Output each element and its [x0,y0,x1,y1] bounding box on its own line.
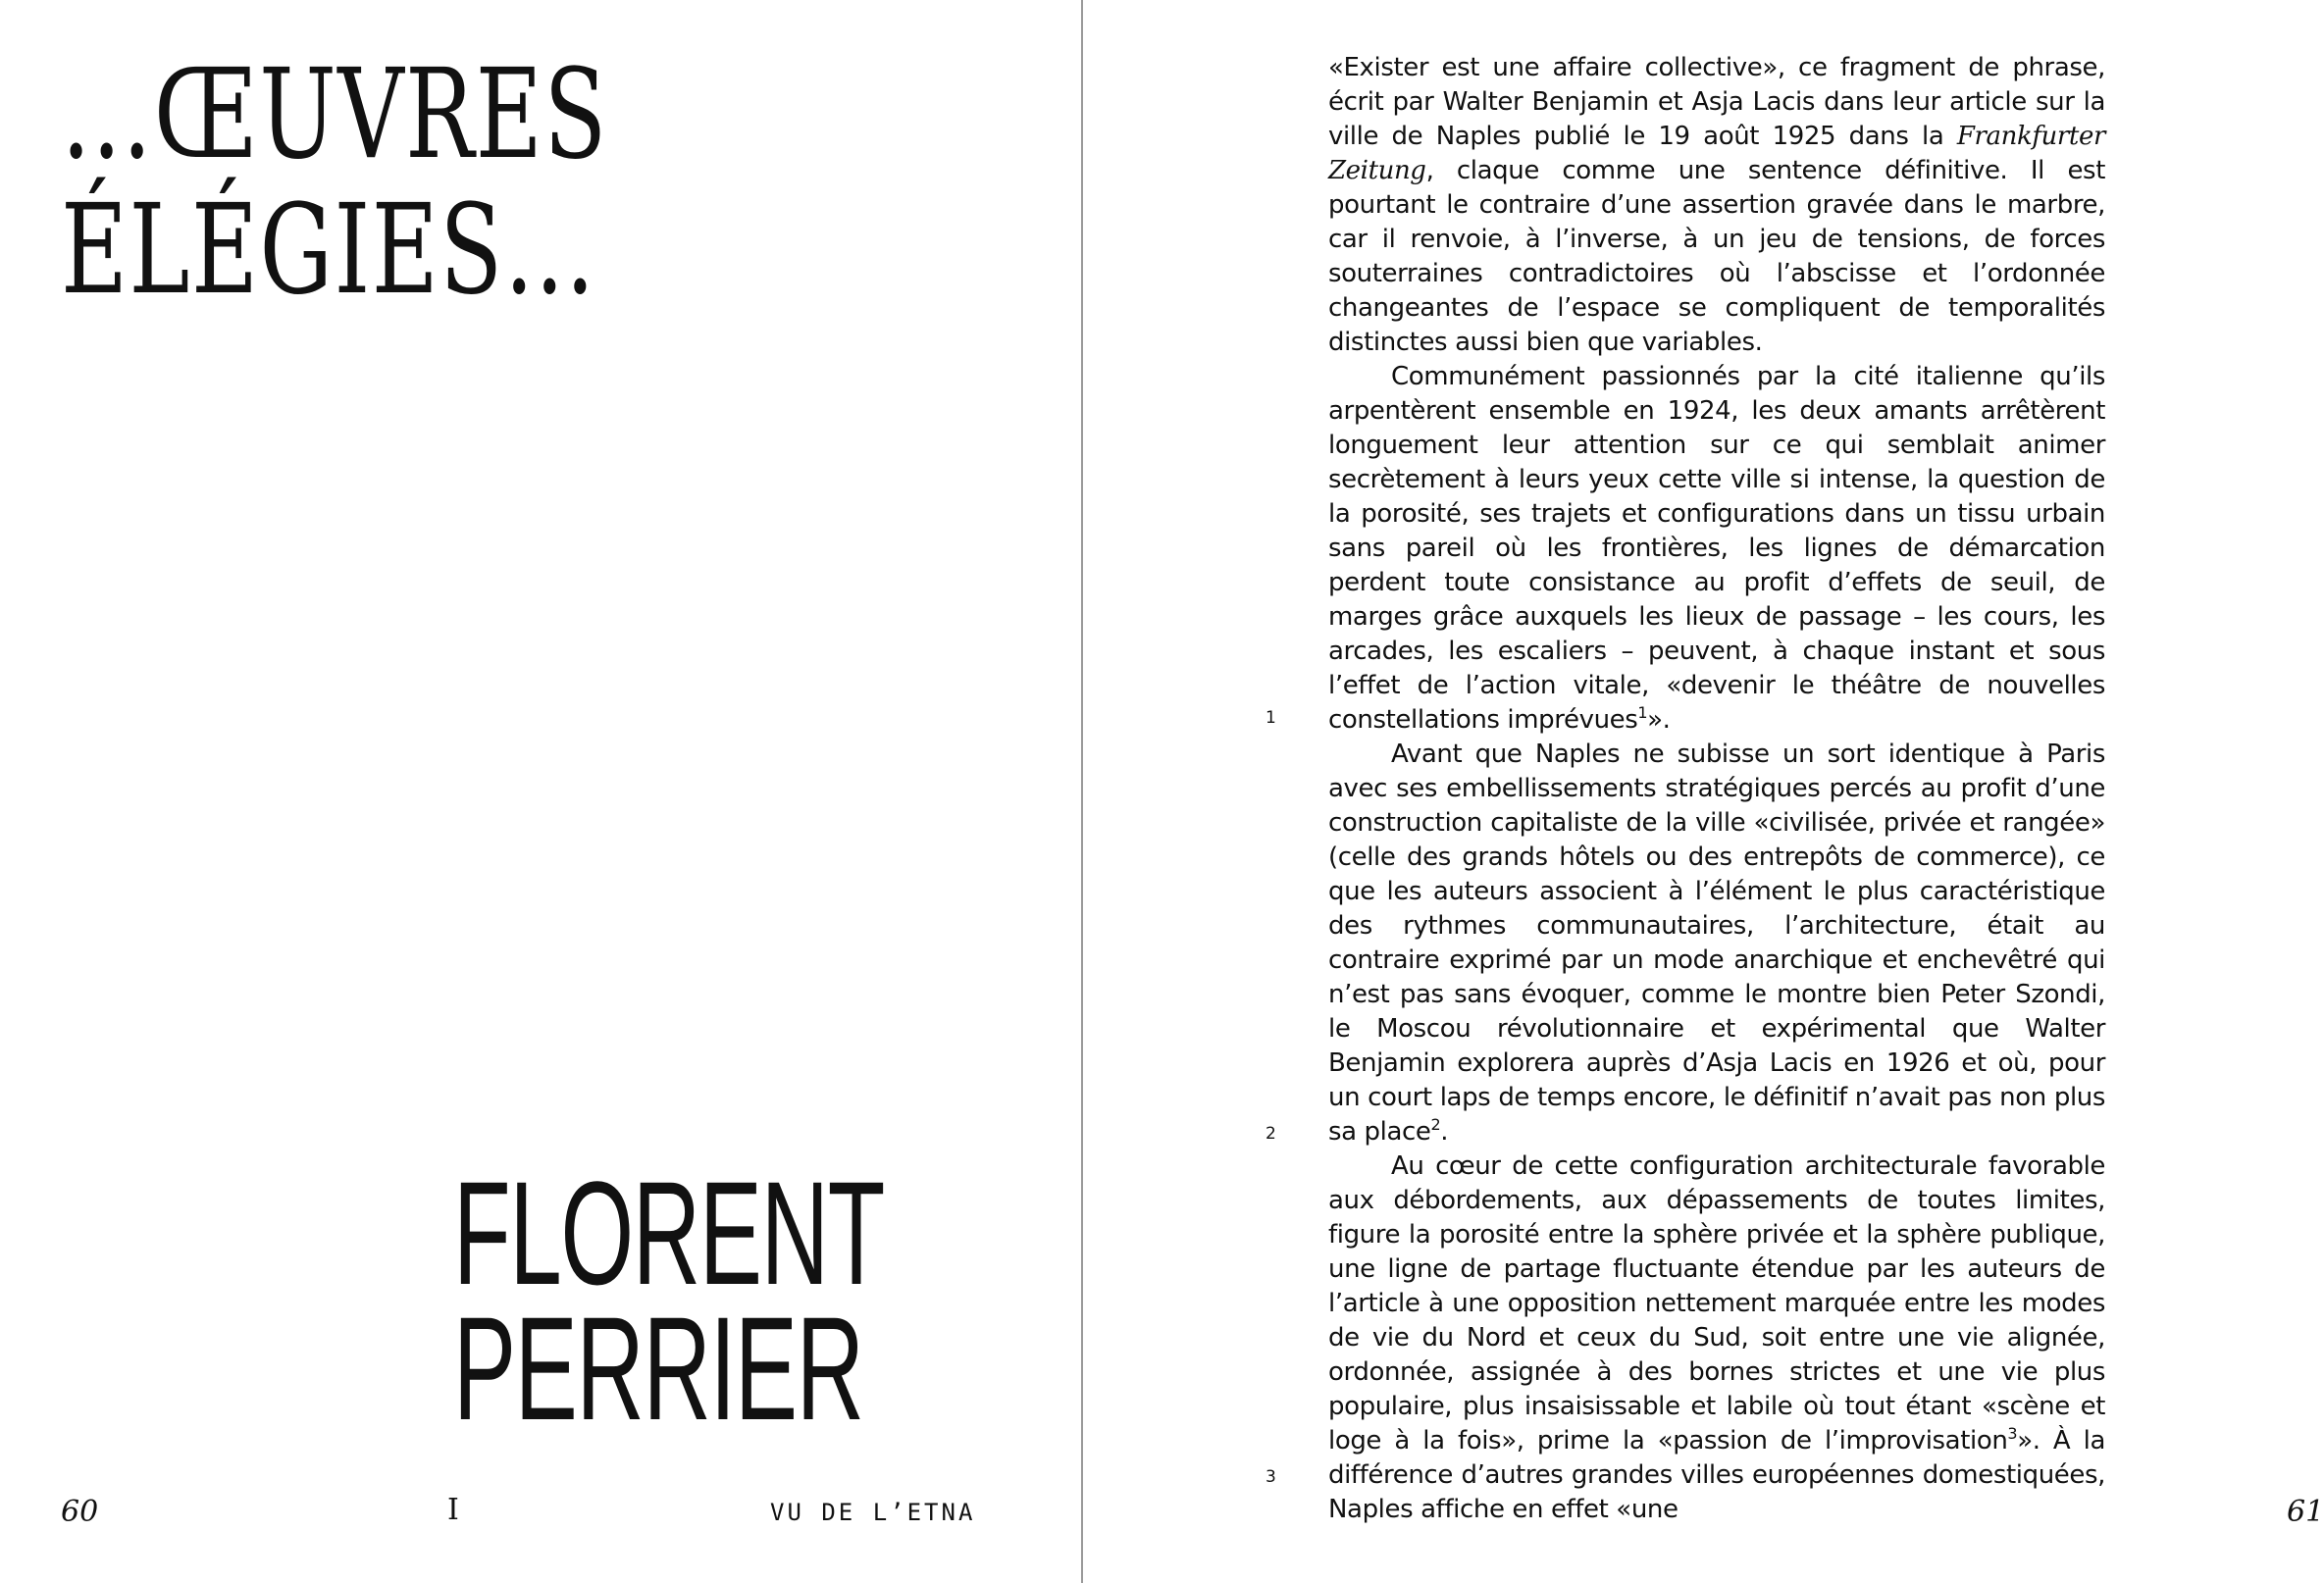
paragraph-3-text: Avant que Naples ne subisse un sort identique à Paris avec ses embellissements stratégiques percés au profit d’une construction capitaliste de la ville «civilisée, privée et rangée» (celle des grands hôtels ou des entrepôts de commerce), ce que les auteurs associent à l’élément le plus caractéristique des rythmes communautaires, l’architecture, était au contraire exprimé par un mode anarchique et enchevêtré qui n’est pas sans évoquer, comme le montre bien Peter Szondi, le Moscou révolutionnaire et expérimental que Walter Benjamin explorera auprès d’Asja Lacis en 1926 et où, pour un court laps de temps encore, le définitif n’avait pas non plus sa place [1328,740,2105,1147]
author-last-name: PERRIER [453,1286,863,1451]
body-text [1328,51,2105,1527]
title-line-2: ÉLÉGIES… [61,178,597,322]
footnote-ref-1: 1 [1637,703,1648,722]
running-head: VU DE L’ETNA [770,1499,976,1526]
essay-title [61,42,608,322]
paragraph-1-text: «Exister est une affaire collective», ce fragment de phrase, écrit par Walter Benjamin et Asja Lacis dans leur article sur la ville de Naples publié le 19 août 1925 dans la [1328,53,2105,151]
margin-note-3: 3 [1265,1467,1276,1487]
author-first-name: FLORENT [453,1150,885,1315]
paragraph-4-text: Au cœur de cette configuration architecturale favorable aux débordements, aux dépassements de toutes limites, figure la porosité entre la sphère privée et la sphère publique, une ligne de partage fluctuante étendue par les auteurs de l’article à une opposition nettement marquée entre les modes de vie du Nord et ceux du Sud, soit entre une vie alignée, ordonnée, assignée à des bornes strictes et une vie plus populaire, plus insaisissable et labile où tout étant «scène et loge à la fois», prime la «passion de l’improvisation [1328,1151,2105,1455]
page-number-left: 60 [61,1495,99,1529]
footnote-ref-3: 3 [2007,1424,2018,1443]
paragraph-1 [1328,51,2105,360]
left-page [0,0,1081,1583]
paragraph-4 [1328,1149,2105,1527]
paragraph-2 [1328,360,2105,738]
paragraph-2-text-end: ». [1647,705,1671,735]
title-line-1: …ŒUVRES [61,42,608,186]
paragraph-3 [1328,738,2105,1149]
section-numeral: I [447,1493,459,1527]
author-name [453,1150,885,1451]
paragraph-3-text-end: . [1440,1117,1449,1147]
paragraph-2-text: Communément passionnés par la cité italienne qu’ils arpentèrent ensemble en 1924, les deux amants arrêtèrent longuement leur attention sur ce qui semblait animer secrètement à leurs yeux cette ville si intense, la question de la porosité, ses trajets et configurations dans un tissu urbain sans pareil où les frontières, les lignes de démarcation perdent toute consistance au profit d’effets de seuil, de marges grâce auxquels les lieux de passage – les cours, les arcades, les escaliers – peuvent, à chaque instant et sous l’effet de l’action vitale, «devenir le théâtre de nouvelles constellations imprévues [1328,362,2105,735]
footnote-ref-2: 2 [1430,1115,1441,1134]
margin-note-1: 1 [1265,708,1276,728]
newspaper-title: Frankfurter Zeitung [1328,122,2105,185]
paragraph-1-text-end: , claque comme une sentence définitive. Il est pourtant le contraire d’une assertion gravée dans le marbre, car il renvoie, à l’inverse, à un jeu de tensions, de forces souterraines contradictoires où l’abscisse et l’ordonnée changeantes de l’espace se compliquent de temporalités distinctes aussi bien que variables. [1328,156,2105,357]
paragraph-4-text-end: ». À la différence d’autres grandes villes européennes domestiquées, Naples affiche en effet «une [1328,1426,2105,1524]
page-number-right: 61 [2287,1495,2324,1529]
margin-note-2: 2 [1265,1124,1276,1144]
